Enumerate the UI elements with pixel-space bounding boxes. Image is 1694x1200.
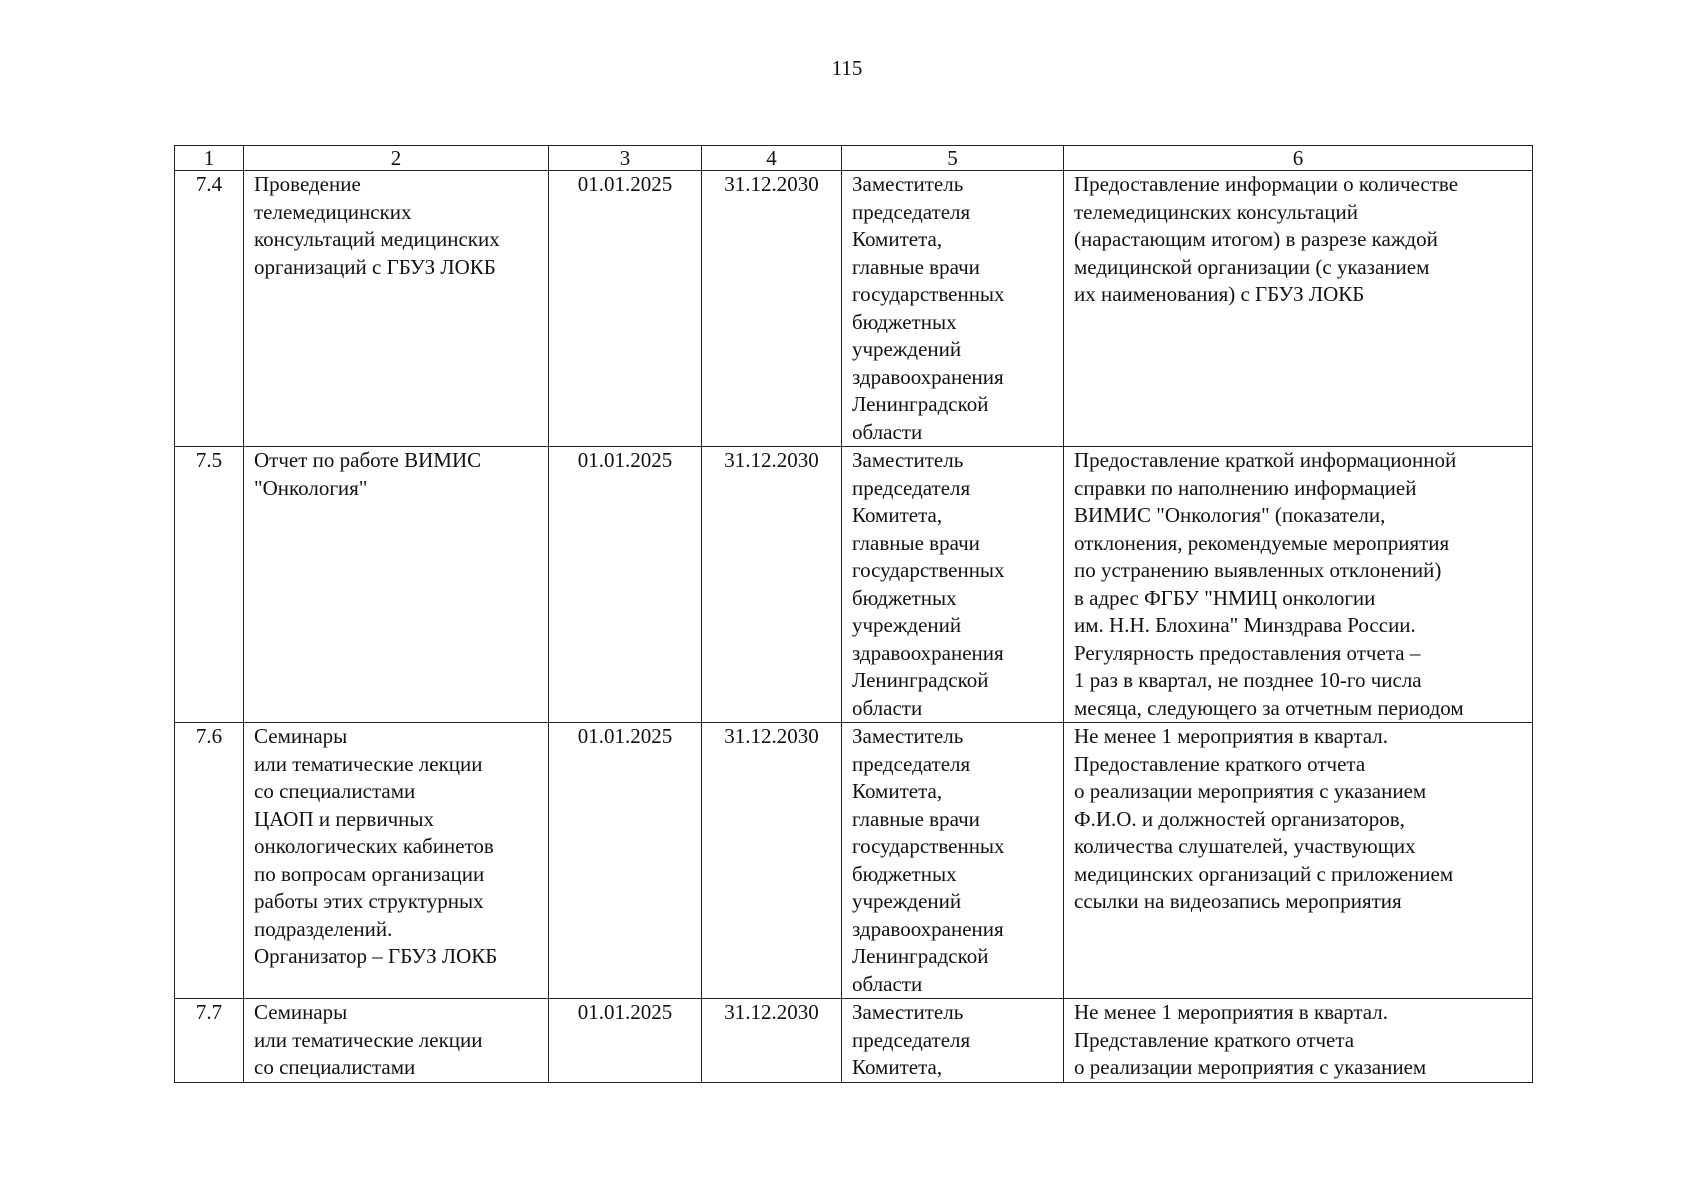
responsible-cell-line: Заместитель <box>852 172 964 196</box>
activity-cell <box>244 447 549 723</box>
activity-cell-line: или тематические лекции <box>254 1027 483 1052</box>
row-number: 7.4 <box>175 171 244 447</box>
activity-cell-line: Семинары <box>254 724 348 748</box>
row-number: 7.7 <box>175 999 244 1083</box>
result-cell-line: (нарастающим итогом) в разрезе каждой <box>1074 227 1438 251</box>
result-cell-line: ВИМИС "Онкология" (показатели, <box>1074 503 1386 527</box>
activity-cell-line: работы этих структурных <box>254 889 484 913</box>
result-cell <box>1064 999 1533 1083</box>
responsible-cell-line: Ленинградской <box>852 944 989 968</box>
activity-cell-line: со специалистами <box>254 1055 416 1079</box>
result-cell-line: им. Н.Н. Блохина" Минздрава России. <box>1074 613 1416 637</box>
responsible-cell <box>842 723 1064 999</box>
responsible-cell-line: государственных <box>852 558 1005 582</box>
result-cell-line: 1 раз в квартал, не позднее 10-го числа <box>1074 668 1422 692</box>
result-cell-line: Предоставление информации о количестве <box>1074 172 1459 196</box>
row-number: 7.6 <box>175 723 244 999</box>
result-cell-line: Не менее 1 мероприятия в квартал. <box>1074 1000 1389 1024</box>
responsible-cell-line: Ленинградской <box>852 668 989 692</box>
result-cell-line: о реализации мероприятия с указанием <box>1074 1055 1427 1079</box>
table-row <box>175 171 1533 447</box>
result-cell-line: количества слушателей, участвующих <box>1074 834 1416 858</box>
responsible-cell-line: бюджетных <box>852 585 957 610</box>
activity-cell-line: со специалистами <box>254 779 416 803</box>
page-number: 115 <box>831 56 863 80</box>
activity-cell-line: ЦАОП и первичных <box>254 806 434 831</box>
column-header: 3 <box>549 146 702 171</box>
result-cell-line: месяца, следующего за отчетным периодом <box>1074 695 1464 720</box>
column-header: 5 <box>842 146 1064 171</box>
result-cell-line: медицинской организации (с указанием <box>1074 254 1430 279</box>
table-row <box>175 723 1533 999</box>
activity-cell-line: Организатор – ГБУЗ ЛОКБ <box>254 944 498 968</box>
responsible-cell-line: бюджетных <box>852 861 957 886</box>
column-header: 6 <box>1064 146 1533 171</box>
responsible-cell-line: Комитета, <box>852 779 943 803</box>
result-cell-line: Предоставление краткого отчета <box>1074 751 1366 776</box>
result-cell-line: отклонения, рекомендуемые мероприятия <box>1074 530 1450 555</box>
column-header: 2 <box>244 146 549 171</box>
end-date: 31.12.2030 <box>702 171 842 447</box>
header-row <box>175 146 1533 171</box>
row-number: 7.5 <box>175 447 244 723</box>
result-cell-line: медицинских организаций с приложением <box>1074 861 1454 886</box>
result-cell <box>1064 447 1533 723</box>
responsible-cell-line: области <box>852 971 923 996</box>
responsible-cell-line: государственных <box>852 834 1005 858</box>
activity-cell-line: по вопросам организации <box>254 861 485 886</box>
responsible-cell-line: учреждений <box>852 889 962 913</box>
responsible-cell-line: здравоохранения <box>852 364 1004 389</box>
plan-table <box>174 145 1533 1083</box>
responsible-cell-line: главные врачи <box>852 806 980 831</box>
activity-cell <box>244 999 549 1083</box>
responsible-cell <box>842 999 1064 1083</box>
result-cell-line: ссылки на видеозапись мероприятия <box>1074 889 1402 913</box>
responsible-cell-line: области <box>852 695 923 720</box>
activity-cell-line: Отчет по работе ВИМИС <box>254 448 482 472</box>
responsible-cell <box>842 171 1064 447</box>
responsible-cell-line: Заместитель <box>852 448 964 472</box>
responsible-cell-line: здравоохранения <box>852 916 1004 941</box>
activity-cell-line: Семинары <box>254 1000 348 1024</box>
end-date: 31.12.2030 <box>702 723 842 999</box>
responsible-cell-line: учреждений <box>852 337 962 361</box>
activity-cell-line: телемедицинских <box>254 199 412 224</box>
responsible-cell-line: главные врачи <box>852 530 980 555</box>
responsible-cell-line: государственных <box>852 282 1005 306</box>
column-header: 1 <box>175 146 244 171</box>
responsible-cell <box>842 447 1064 723</box>
result-cell <box>1064 171 1533 447</box>
responsible-cell-line: Комитета, <box>852 503 943 527</box>
responsible-cell-line: Комитета, <box>852 227 943 251</box>
table-row <box>175 447 1533 723</box>
table-body <box>175 171 1533 1083</box>
activity-cell-line: организаций с ГБУЗ ЛОКБ <box>254 254 496 279</box>
activity-cell-line: Проведение <box>254 172 361 196</box>
end-date: 31.12.2030 <box>702 447 842 723</box>
result-cell-line: Регулярность предоставления отчета – <box>1074 640 1421 665</box>
result-cell-line: в адрес ФГБУ "НМИЦ онкологии <box>1074 585 1376 610</box>
responsible-cell-line: председателя <box>852 751 971 776</box>
activity-cell <box>244 723 549 999</box>
responsible-cell-line: председателя <box>852 1027 971 1052</box>
responsible-cell-line: учреждений <box>852 613 962 637</box>
responsible-cell-line: области <box>852 419 923 444</box>
table-row <box>175 999 1533 1083</box>
responsible-cell-line: здравоохранения <box>852 640 1004 665</box>
result-cell-line: по устранению выявленных отклонений) <box>1074 558 1442 582</box>
start-date: 01.01.2025 <box>549 999 702 1083</box>
activity-cell-line: "Онкология" <box>254 475 368 500</box>
activity-cell-line: онкологических кабинетов <box>254 834 494 858</box>
result-cell-line: телемедицинских консультаций <box>1074 199 1359 224</box>
responsible-cell-line: бюджетных <box>852 309 957 334</box>
end-date: 31.12.2030 <box>702 999 842 1083</box>
activity-cell-line: подразделений. <box>254 916 393 941</box>
responsible-cell-line: Комитета, <box>852 1055 943 1079</box>
column-header: 4 <box>702 146 842 171</box>
result-cell-line: о реализации мероприятия с указанием <box>1074 779 1427 803</box>
activity-cell-line: или тематические лекции <box>254 751 483 776</box>
table-header <box>175 146 1533 171</box>
result-cell-line: справки по наполнению информацией <box>1074 475 1417 500</box>
responsible-cell-line: Ленинградской <box>852 392 989 416</box>
start-date: 01.01.2025 <box>549 447 702 723</box>
result-cell <box>1064 723 1533 999</box>
result-cell-line: Ф.И.О. и должностей организаторов, <box>1074 806 1405 831</box>
start-date: 01.01.2025 <box>549 723 702 999</box>
responsible-cell-line: главные врачи <box>852 254 980 279</box>
result-cell-line: Не менее 1 мероприятия в квартал. <box>1074 724 1389 748</box>
responsible-cell-line: Заместитель <box>852 1000 964 1024</box>
responsible-cell-line: председателя <box>852 199 971 224</box>
activity-cell <box>244 171 549 447</box>
activity-cell-line: консультаций медицинских <box>254 227 500 251</box>
start-date: 01.01.2025 <box>549 171 702 447</box>
result-cell-line: их наименования) с ГБУЗ ЛОКБ <box>1074 282 1365 306</box>
result-cell-line: Предоставление краткой информационной <box>1074 448 1457 472</box>
responsible-cell-line: председателя <box>852 475 971 500</box>
result-cell-line: Представление краткого отчета <box>1074 1027 1355 1052</box>
responsible-cell-line: Заместитель <box>852 724 964 748</box>
